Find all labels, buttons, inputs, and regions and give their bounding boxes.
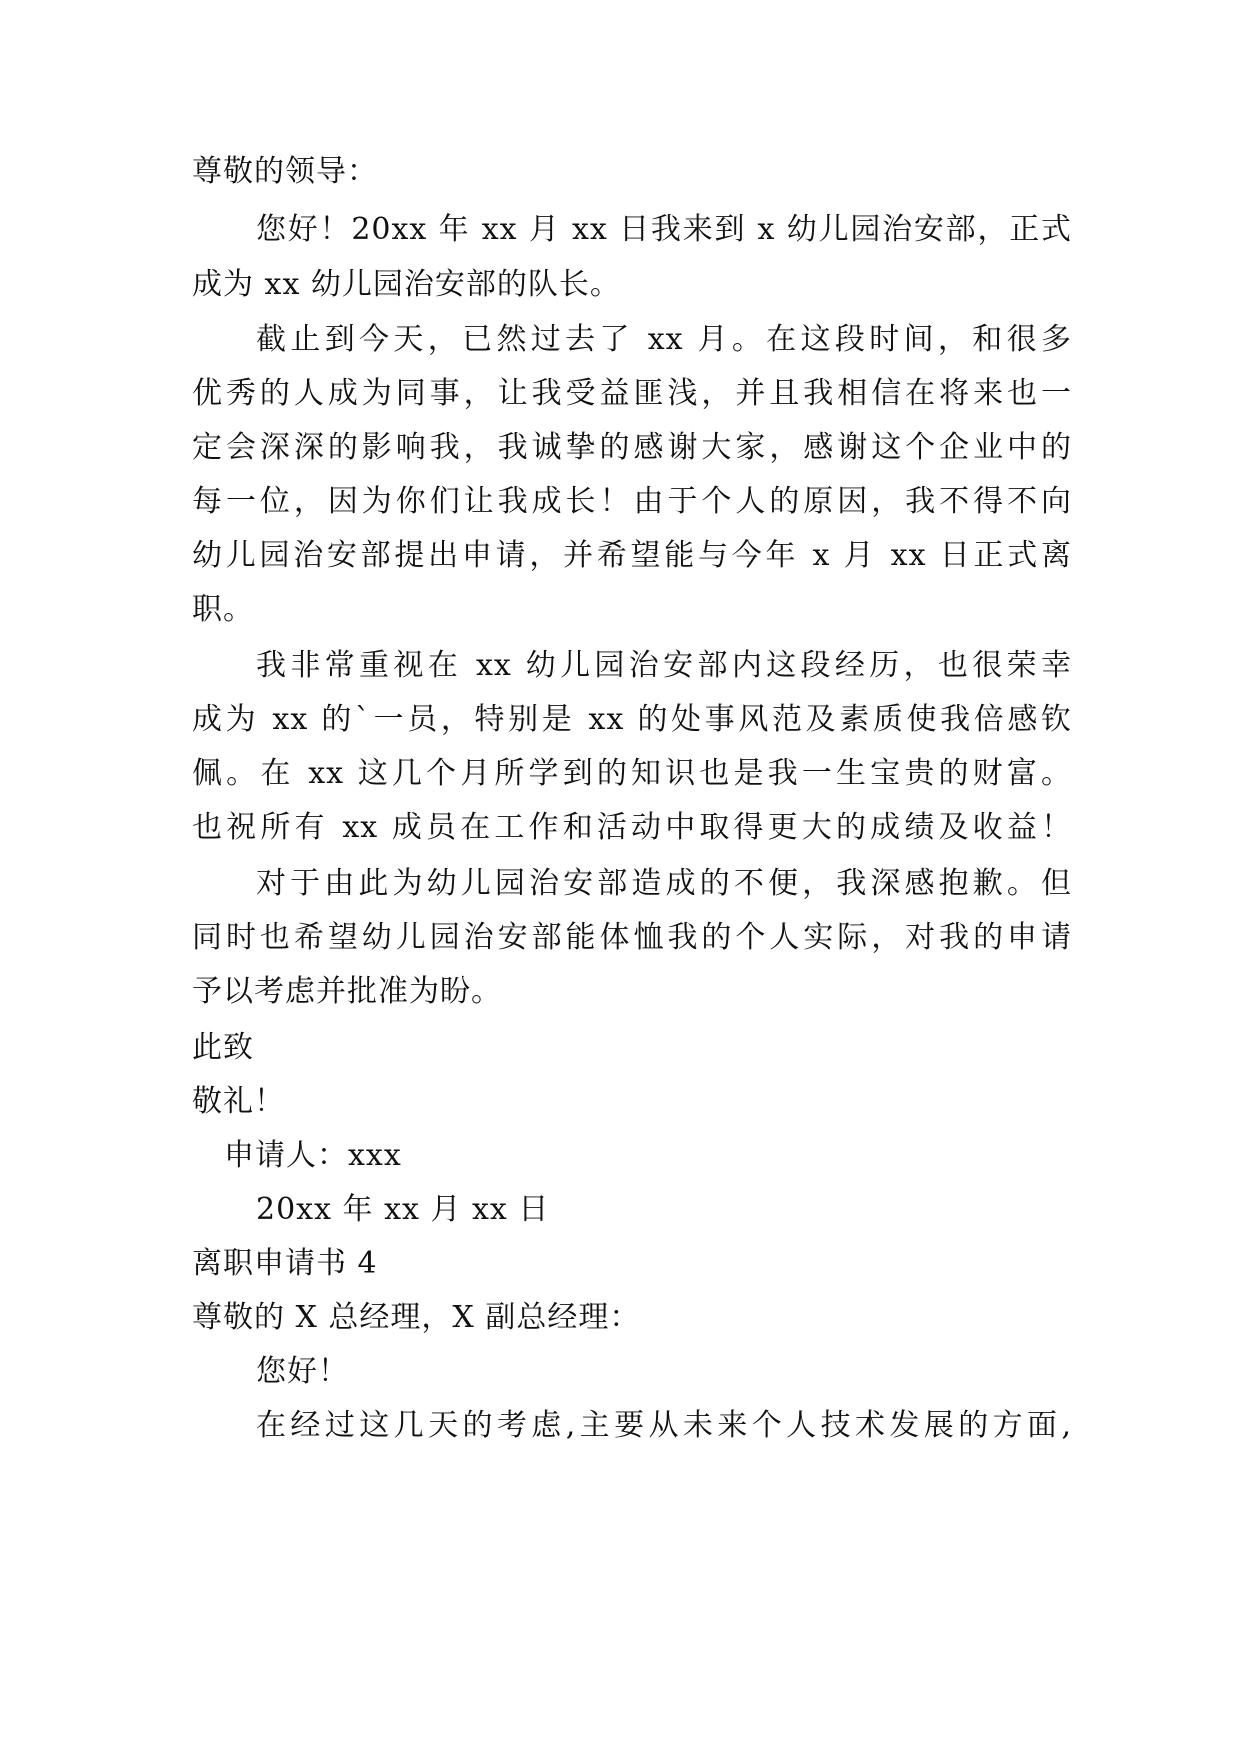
greeting-2: 您好！ [256, 1354, 349, 1389]
paragraph-3-line-4: 也祝所有 xx 成员在工作和活动中取得更大的成绩及收益！ [192, 810, 1072, 845]
section-heading: 离职申请书 4 [192, 1246, 378, 1281]
paragraph-4-line-3: 予以考虑并批准为盼。 [192, 974, 502, 1009]
signature-date: 20xx 年 xx 月 xx 日 [256, 1192, 550, 1227]
paragraph-2-line-5: 幼儿园治安部提出申请，并希望能与今年 x 月 xx 日正式离 [192, 538, 1072, 573]
paragraph-2-line-2: 优秀的人成为同事，让我受益匪浅，并且我相信在将来也一 [192, 376, 1072, 411]
salutation: 尊敬的领导： [192, 154, 378, 189]
paragraph-3-line-3: 佩。在 xx 这几个月所学到的知识也是我一生宝贵的财富。 [192, 756, 1072, 791]
paragraph-4-line-2: 同时也希望幼儿园治安部能体恤我的个人实际，对我的申请 [192, 920, 1072, 955]
paragraph-2-line-1: 截止到今天，已然过去了 xx 月。在这段时间，和很多 [256, 322, 1072, 357]
paragraph-3-line-1: 我非常重视在 xx 幼儿园治安部内这段经历，也很荣幸 [256, 648, 1072, 683]
signature-applicant: 申请人：xxx [224, 1138, 402, 1173]
paragraph-1-line-1: 您好！20xx 年 xx 月 xx 日我来到 x 幼儿园治安部，正式 [256, 212, 1072, 247]
paragraph-5-line-1: 在经过这几天的考虑,主要从未来个人技术发展的方面, [256, 1408, 1072, 1443]
closing-line-1: 此致 [192, 1030, 254, 1065]
salutation-2: 尊敬的 X 总经理，X 副总经理： [192, 1300, 641, 1335]
paragraph-1-line-2: 成为 xx 幼儿园治安部的队长。 [192, 267, 621, 302]
paragraph-3-line-2: 成为 xx 的`一员，特别是 xx 的处事风范及素质使我倍感钦 [192, 702, 1072, 737]
paragraph-2-line-4: 每一位，因为你们让我成长！由于个人的原因，我不得不向 [192, 484, 1072, 519]
paragraph-2-line-3: 定会深深的影响我，我诚挚的感谢大家，感谢这个企业中的 [192, 430, 1072, 465]
paragraph-4-line-1: 对于由此为幼儿园治安部造成的不便，我深感抱歉。但 [256, 866, 1072, 901]
closing-line-2: 敬礼！ [192, 1084, 285, 1119]
paragraph-2-line-6: 职。 [192, 592, 254, 627]
